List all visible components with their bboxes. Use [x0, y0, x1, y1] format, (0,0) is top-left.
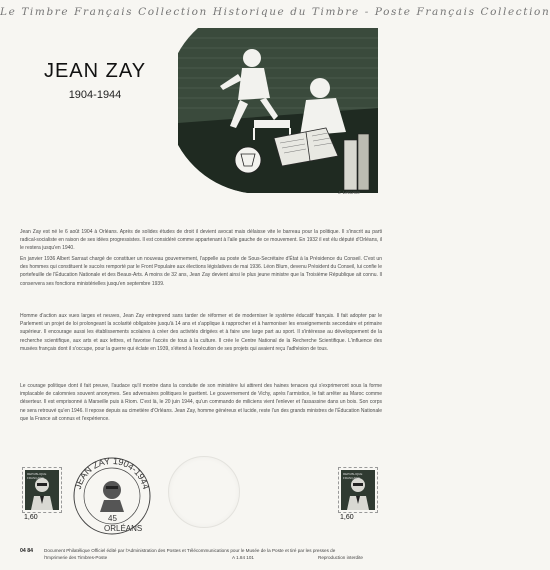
engraving-illustration [178, 28, 378, 198]
biography-paragraph-4: Le courage politique dont il fait preuve, l'audace qu'il montre dans la conduite de son ministère lui attirent des haines tenaces qui s'exprimeront sous la forme implacable de calomnies souvent anonymes. Ses adversaires politiques le guettent. Le gouvernement de Vichy, après l'armistice, le fait arrêter au Maroc comme déserteur. Il est emprisonné à Marseille puis à Riom. C'est là, le 20 juin 1944, qu'un commando de miliciens vient l'enlever et l'assassine dans un bois. Son corps ne sera retrouvé qu'en 1946. Il repose depuis au cimetière d'Orléans. Jean Zay, homme généreux et lucide, reste l'un des grands ministres de l'Éducation Nationale que la France ait connus et l'expérience. [20, 383, 382, 422]
collection-header-band: Le Timbre Français Collection Historique du Timbre - Poste Français Collection [0, 6, 550, 18]
embossed-seal [168, 456, 240, 528]
biography-paragraph-3: Homme d'action aux vues larges et neuves, Jean Zay entreprend sans tarder de réformer et de moderniser le système éducatif français. Il fait adopter par le Parlement un projet de loi prolongeant la scolarité obligatoire jusqu'à 14 ans et s'applique à rapprocher et à harmoniser les enseignements secondaire et primaire supérieur. Il encourage aussi les établissements scolaires à créer des activités dirigées et à faire une large part au sport. Il s'intéresse au développement de la recherche scientifique, aux arts et aux lettres, et favorise l'accès de tous à la culture. Il crée le Centre National de la Recherche Scientifique. L'influence des musées français dont il s'occupe, pour la guerre qui éclate en 1939, s'étend à l'exécution de ses projets qui avaient reçu l'adhésion de tous. [20, 313, 382, 352]
footer-rights: Reproduction interdite [318, 555, 363, 560]
biography-paragraph-1: Jean Zay est né le 6 août 1904 à Orléans. Après de solides études de droit il devient avocat mais délaisse vite le barreau pour la politique. Il s'inscrit au parti radical-socialiste en raison de ses idées progressistes. Il est considéré comme appartenant à l'aile gauche de ce mouvement. En 1932 il est élu député d'Orléans, il le restera jusqu'en 1940. [20, 229, 382, 252]
biography-paragraph-2: En janvier 1936 Albert Sarraut chargé de constituer un nouveau gouvernement, l'appelle au poste de Sous-Secrétaire d'État à la Présidence du Conseil. C'est un des hommes qui constituent le succès remporté par le Front Populaire aux élections législatives de mai 1936. Léon Blum, devenu Président du Conseil, lui confie le portefeuille de l'Éducation Nationale et des Beaux-Arts. A moins de 32 ans, Jean Zay devient ainsi le plus jeune ministre que la Troisième République ait connu. Il conservera ses fonctions ministérielles jusqu'en septembre 1939. [20, 256, 382, 287]
engraver-credit: J. Lecomte [338, 190, 361, 195]
footer-text: Document Philatélique Officiel édité par l'Administration des Postes et Télécommunications pour le Musée de la Poste et tiré par les presses de l'Imprimerie des Timbres-Poste [44, 548, 336, 560]
footer-reference: A 1.84 101 [232, 555, 254, 560]
page-title: JEAN ZAY [43, 60, 147, 82]
postmark-date: 45 [108, 514, 117, 523]
postmark-ring-text: JEAN ZAY 1904-1944 [72, 455, 152, 491]
footer-code: 04 84 [20, 548, 33, 554]
stamp-left [23, 468, 61, 512]
life-years: 1904-1944 [68, 89, 122, 101]
title-block [30, 60, 160, 101]
stamp-country-label: REPUBLIQUE FRANÇAISE [343, 472, 363, 480]
stamp-value-right: 1,60 [340, 514, 354, 521]
stamp-country-label: REPUBLIQUE FRANÇAISE [27, 472, 47, 480]
stamp-right [339, 468, 377, 512]
postmark-place: ORLÉANS [104, 524, 143, 533]
stamp-value-left: 1,60 [24, 514, 38, 521]
